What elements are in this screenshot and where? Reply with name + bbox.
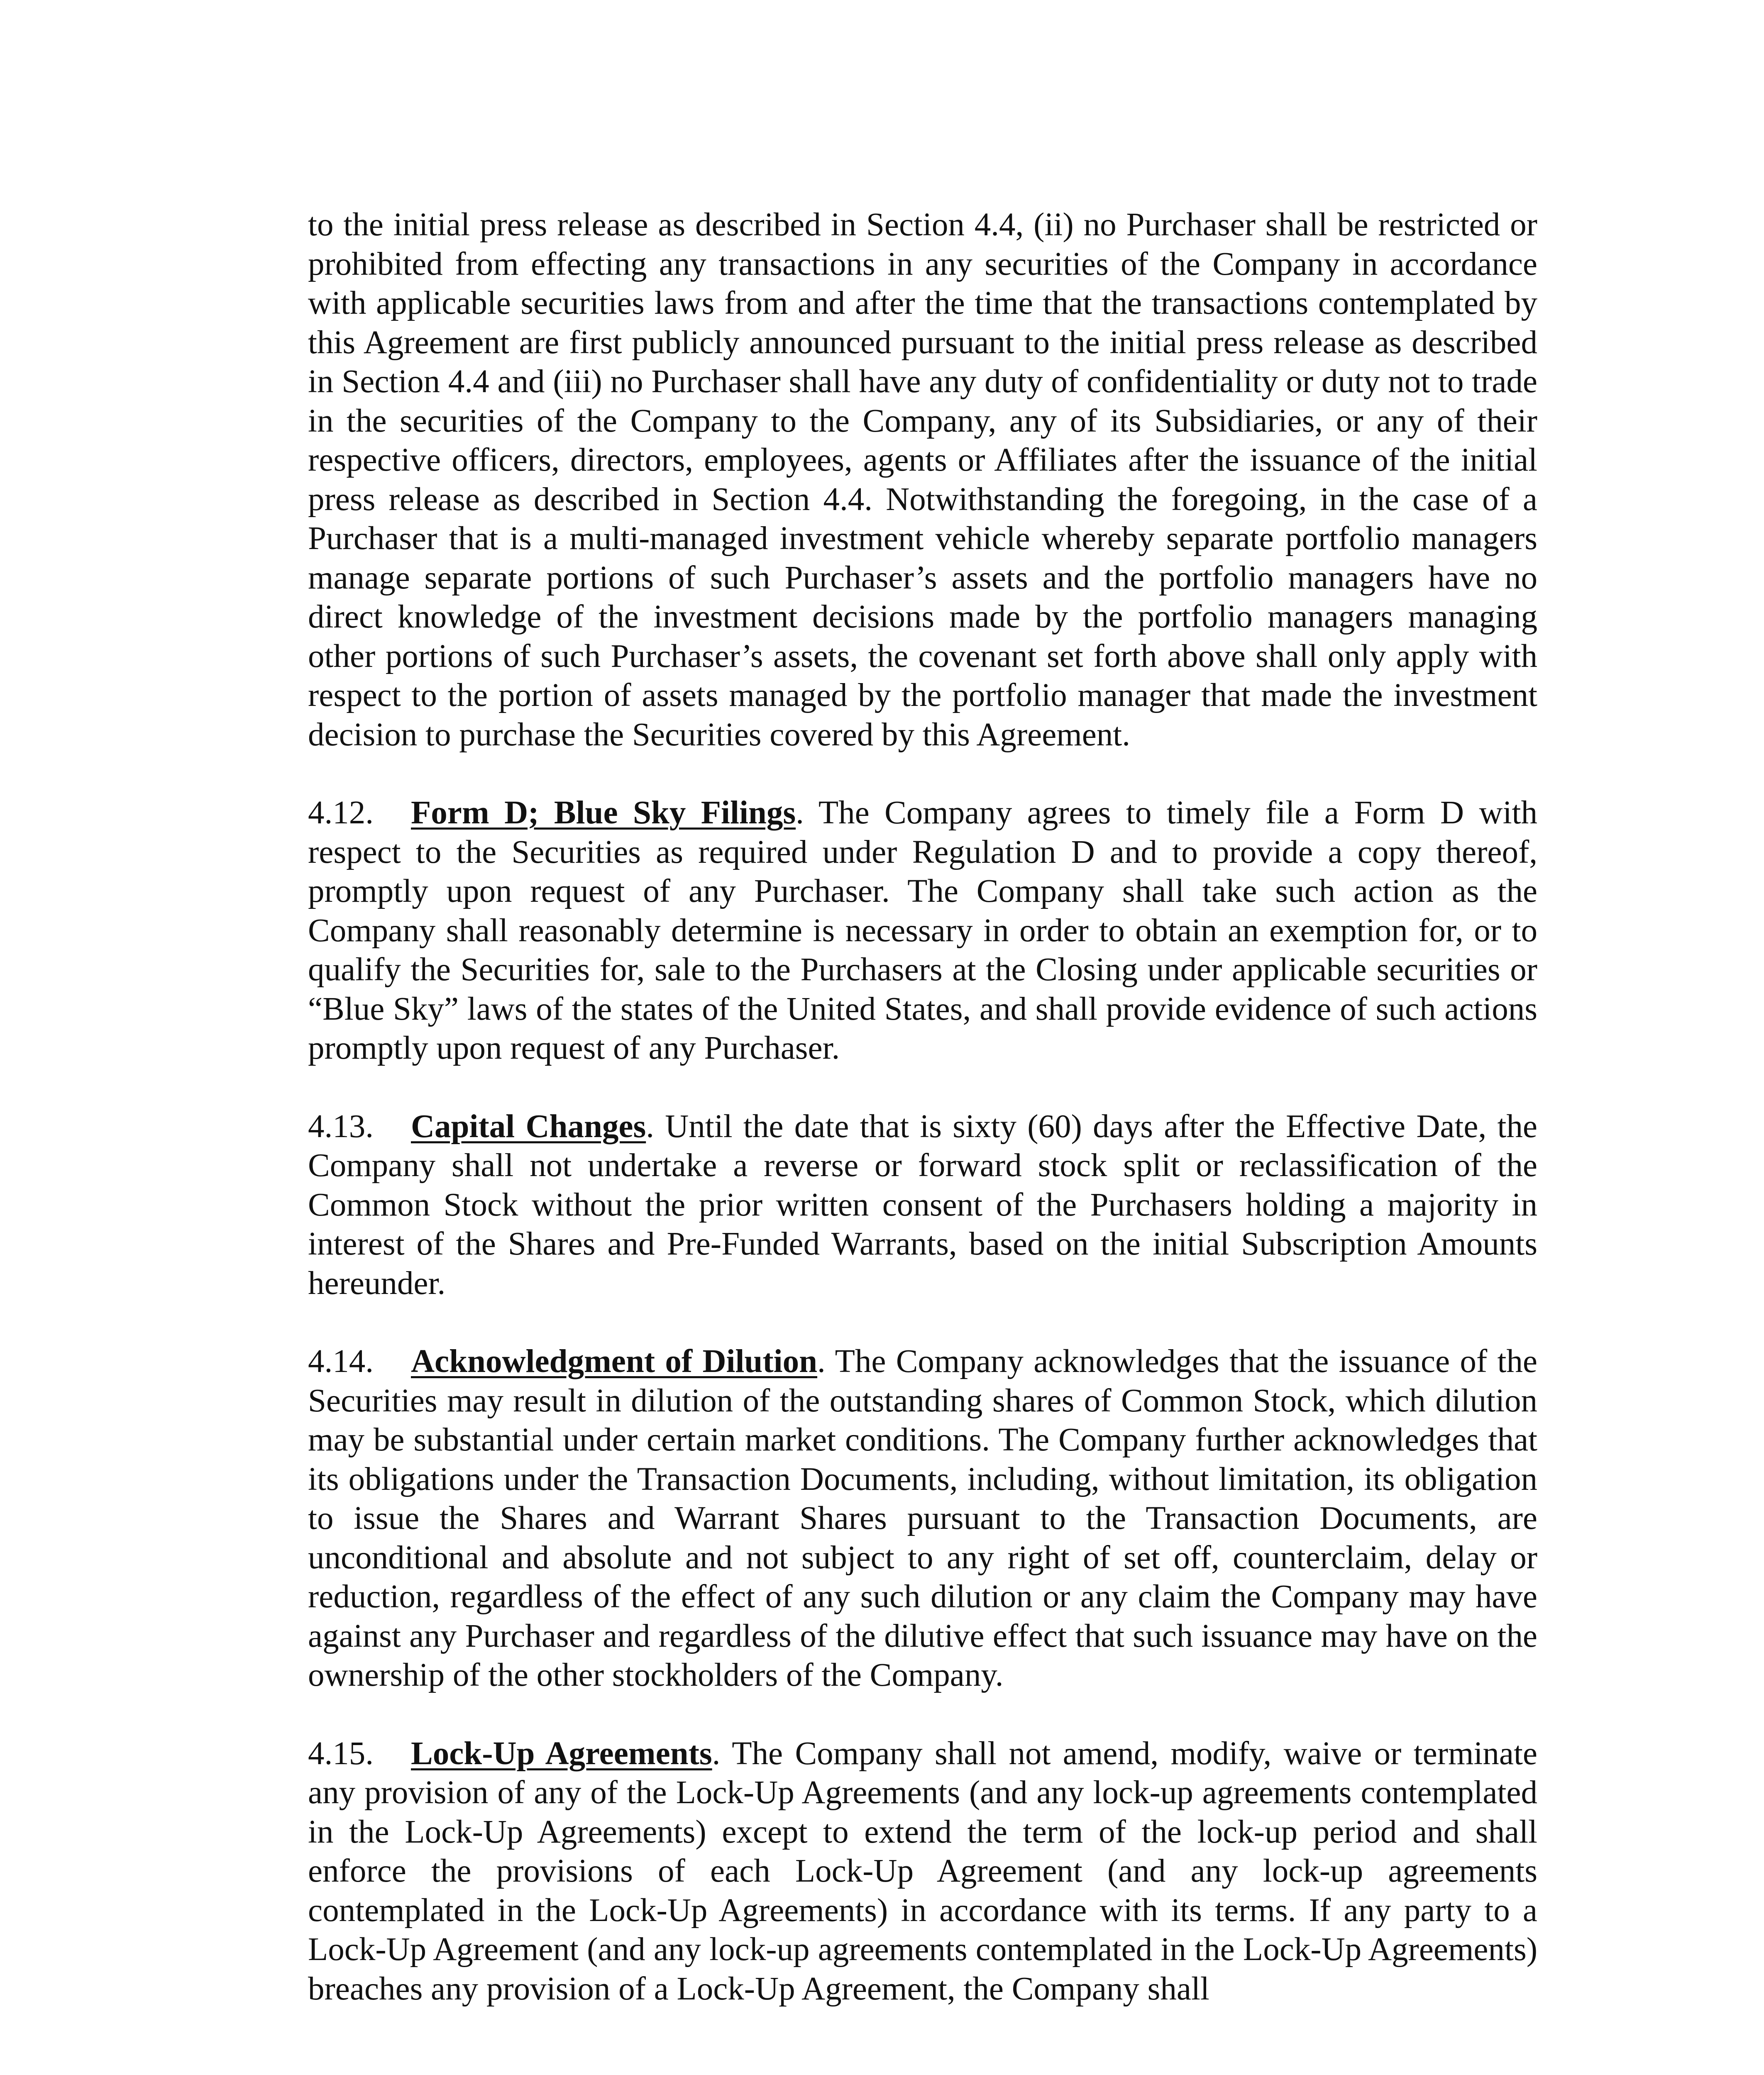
document-body: [308, 205, 1537, 2048]
section-4-14: [308, 1342, 1537, 1695]
section-title: Acknowledgment of Dilution: [411, 1343, 818, 1379]
section-number: 4.13.: [308, 1108, 374, 1145]
section-title: Form D; Blue Sky Filings: [411, 795, 796, 831]
section-number: 4.14.: [308, 1343, 374, 1379]
section-text: . The Company shall not amend, modify, waive or terminate any provision of any of the Lock-Up Agreements (and any lock-up agreements contemplated in the Lock-Up Agreements) except to extend the term of the lock-up period and shall enforce the provisions of each Lock-Up Agreement (and any lock-up agreements contemplated in the Lock-Up Agreements) in accordance with its terms. If any party to a Lock-Up Agreement (and any lock-up agreements contemplated in the Lock-Up Agreements) breaches any provision of a Lock-Up Agreement, the Company shall: [308, 1735, 1537, 2007]
continuation-paragraph: to the initial press release as described in Section 4.4, (ii) no Purchaser shall be restricted or prohibited from effecting any transactions in any securities of the Company in accordance with applicable securities laws from and after the time that the transactions contemplated by this Agreement are first publicly announced pursuant to the initial press release as described in Section 4.4 and (iii) no Purchaser shall have any duty of confidentiality or duty not to trade in the securities of the Company to the Company, any of its Subsidiaries, or any of their respective officers, directors, employees, agents or Affiliates after the issuance of the initial press release as described in Section 4.4. Notwithstanding the foregoing, in the case of a Purchaser that is a multi-managed investment vehicle whereby separate portfolio managers manage separate portions of such Purchaser’s assets and the portfolio managers have no direct knowledge of the investment decisions made by the portfolio managers managing other portions of such Purchaser’s assets, the covenant set forth above shall only apply with respect to the portion of assets managed by the portfolio manager that made the investment decision to purchase the Securities covered by this Agreement.: [308, 207, 1537, 753]
section-number: 4.12.: [308, 795, 374, 831]
section-4-13: [308, 1107, 1537, 1304]
section-4-15: [308, 1734, 1537, 2009]
section-text: . The Company agrees to timely file a Form D with respect to the Securities as required under Regulation D and to provide a copy thereof, promptly upon request of any Purchaser. The Company shall take such action as the Company shall reasonably determine is necessary in order to obtain an exemption for, or to qualify the Securities for, sale to the Purchasers at the Closing under applicable securities or “Blue Sky” laws of the states of the United States, and shall provide evidence of such actions promptly upon request of any Purchaser.: [308, 795, 1537, 1066]
section-title: Capital Changes: [411, 1108, 646, 1145]
section-4-12: [308, 793, 1537, 1068]
section-title: Lock-Up Agreements: [411, 1735, 712, 1772]
section-text: . Until the date that is sixty (60) days after the Effective Date, the Company shall not undertake a reverse or forward stock split or reclassification of the Common Stock without the prior written consent of the Purchasers holding a majority in interest of the Shares and Pre-Funded Warrants, based on the initial Subscription Amounts hereunder.: [308, 1108, 1537, 1301]
section-number: 4.15.: [308, 1735, 374, 1772]
section-text: . The Company acknowledges that the issuance of the Securities may result in dilution of the outstanding shares of Common Stock, which dilution may be substantial under certain market conditions. The Company further acknowledges that its obligations under the Transaction Documents, including, without limitation, its obligation to issue the Shares and Warrant Shares pursuant to the Transaction Documents, are unconditional and absolute and not subject to any right of set off, counterclaim, delay or reduction, regardless of the effect of any such dilution or any claim the Company may have against any Purchaser and regardless of the dilutive effect that such issuance may have on the ownership of the other stockholders of the Company.: [308, 1343, 1537, 1693]
